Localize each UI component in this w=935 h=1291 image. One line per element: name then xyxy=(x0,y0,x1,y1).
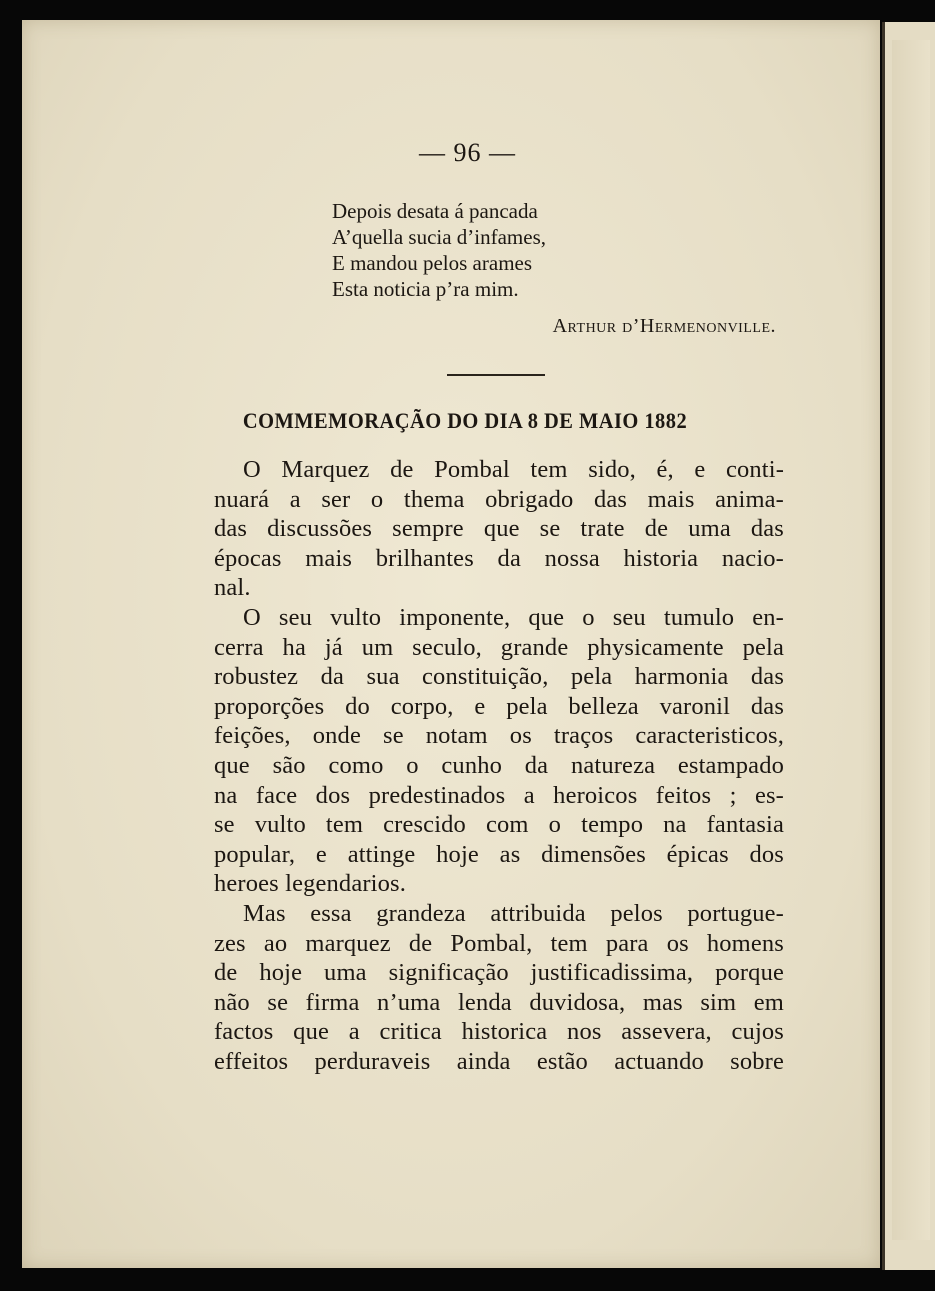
paragraph-line: se vulto tem crescido com o tempo na fantasia xyxy=(214,811,784,839)
paragraph-line: O seu vulto imponente, que o seu tumulo en- xyxy=(243,603,784,631)
paragraph-line: heroes legendarios. xyxy=(214,870,406,898)
poem-line: E mandou pelos arames xyxy=(332,251,533,275)
adjacent-page-surface xyxy=(892,40,930,1240)
paragraph-line: feições, onde se notam os traços caracteristicos, xyxy=(214,722,784,750)
article-heading-text: COMMEMORAÇÃO DO DIA 8 DE MAIO 1882 xyxy=(242,408,688,433)
paragraph-line: effeitos perduraveis ainda estão actuando sobre xyxy=(214,1047,784,1075)
paragraph-line: na face dos predestinados a heroicos feitos ; es- xyxy=(214,781,784,809)
paragraph-line: popular, e attinge hoje as dimensões épicas dos xyxy=(214,840,784,868)
poem-stanza xyxy=(332,198,652,302)
poem-line: Depois desata á pancada xyxy=(332,199,538,223)
paragraph-line: nal. xyxy=(214,574,251,602)
paragraph-line: robustez da sua constituição, pela harmonia das xyxy=(214,663,784,691)
page-number: — 96 — xyxy=(419,138,516,167)
paragraph-line: proporções do corpo, e pela belleza varonil das xyxy=(214,692,784,720)
paragraph-line: não se firma n’uma lenda duvidosa, mas sim em xyxy=(214,988,784,1016)
article-paragraph xyxy=(214,899,784,1077)
paragraph-line: O Marquez de Pombal tem sido, é, e conti- xyxy=(243,456,784,483)
article-paragraph xyxy=(214,603,784,899)
poem-line: Esta noticia p’ra mim. xyxy=(332,277,519,301)
paragraph-line: factos que a critica historica nos assevera, cujos xyxy=(214,1018,784,1046)
section-divider xyxy=(447,374,545,376)
paragraph-line: das discussões sempre que se trate de uma das xyxy=(214,515,784,543)
paragraph-line: nuará a ser o thema obrigado das mais anima- xyxy=(214,485,784,513)
paragraph-line: zes ao marquez de Pombal, tem para os homens xyxy=(214,929,784,957)
paragraph-line: Mas essa grandeza attribuida pelos portugue- xyxy=(243,899,784,927)
article-heading xyxy=(0,408,930,434)
article-paragraph xyxy=(214,455,784,603)
paragraph-line: que são como o cunho da natureza estampado xyxy=(214,751,784,779)
paragraph-line: de hoje uma significação justificadissima, porque xyxy=(214,959,784,987)
paragraph-line: épocas mais brilhantes da nossa historia nacio- xyxy=(214,544,784,572)
article-body xyxy=(214,455,784,1076)
poem-line: A’quella sucia d’infames, xyxy=(332,225,547,249)
poem-author: Arthur d’Hermenonville. xyxy=(552,315,776,337)
paragraph-line: cerra ha já um seculo, grande physicamente pela xyxy=(214,633,784,661)
